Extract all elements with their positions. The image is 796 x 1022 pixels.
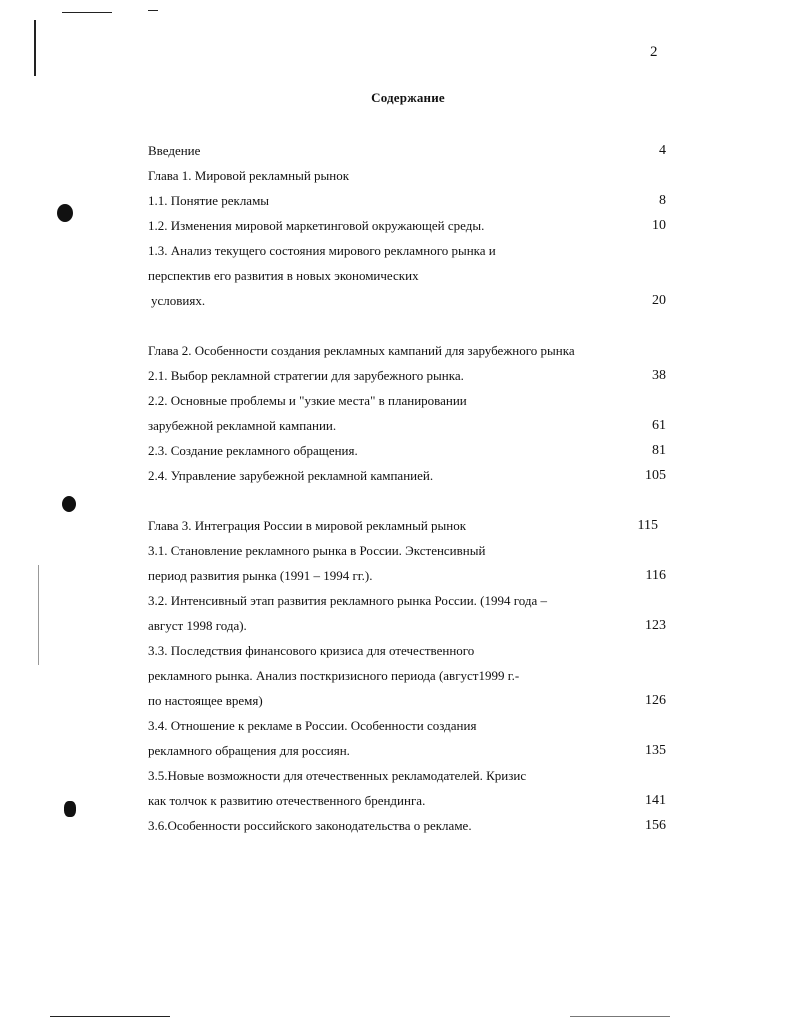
toc-entry (148, 213, 666, 238)
table-of-contents (148, 138, 666, 838)
toc-entry (148, 138, 666, 163)
toc-entry (148, 363, 666, 388)
toc-entry (148, 613, 666, 638)
toc-entry-text: 3.2. Интенсивный этап развития рекламного рынка России. (1994 года – (148, 593, 548, 608)
toc-entry-text: 1.3. Анализ текущего состояния мирового рекламного рынка и (148, 243, 496, 258)
toc-entry (148, 463, 666, 488)
toc-entry-text: как толчок к развитию отечественного брендинга. (148, 793, 426, 808)
toc-entry-page: 81 (652, 443, 666, 458)
page-title: Содержание (371, 90, 445, 105)
scan-line-top-left (62, 12, 112, 13)
toc-entry-text: 1.1. Понятие рекламы (148, 193, 270, 208)
toc-entry-text: рекламного рынка. Анализ посткризисного периода (август1999 г.- (148, 668, 520, 683)
toc-entry-text: зарубежной рекламной кампании. (148, 418, 337, 433)
toc-entry-page: 4 (659, 143, 666, 158)
toc-entry (148, 688, 666, 713)
toc-entry-text: 2.2. Основные проблемы и "узкие места" в планировании (148, 393, 467, 408)
toc-entry-text: Глава 3. Интеграция России в мировой рекламный рынок (148, 518, 467, 533)
toc-entry (148, 538, 666, 563)
toc-entry (148, 813, 666, 838)
hole-punch-mark (64, 801, 76, 817)
toc-entry (148, 638, 666, 663)
toc-entry-page: 115 (637, 518, 658, 533)
toc-entry-text: условиях. (151, 293, 206, 308)
toc-entry-page: 126 (645, 693, 666, 708)
toc-entry-text: 3.3. Последствия финансового кризиса для отечественного (148, 643, 475, 658)
toc-entry (148, 288, 666, 313)
toc-entry-text: 3.4. Отношение к рекламе в России. Особенности создания (148, 718, 477, 733)
toc-entry-text: 1.2. Изменения мировой маркетинговой окружающей среды. (148, 218, 485, 233)
toc-entry (148, 438, 666, 463)
toc-entry (148, 163, 666, 188)
toc-entry-text: 3.5.Новые возможности для отечественных рекламодателей. Кризис (148, 768, 527, 783)
toc-entry (148, 738, 666, 763)
scan-line-left-margin-lower (38, 565, 39, 665)
toc-entry (148, 588, 666, 613)
toc-entry (148, 388, 666, 413)
toc-entry (148, 713, 666, 738)
toc-entry (148, 563, 666, 588)
toc-entry (148, 663, 666, 688)
toc-entry-text: период развития рынка (1991 – 1994 гг.). (148, 568, 373, 583)
toc-entry-page: 105 (645, 468, 666, 483)
toc-entry-text: Глава 2. Особенности создания рекламных кампаний для зарубежного рынка (148, 343, 575, 358)
toc-entry (148, 413, 666, 438)
toc-entry-page: 8 (659, 193, 666, 208)
toc-entry (148, 788, 666, 813)
toc-entry (148, 263, 666, 288)
toc-entry-page: 123 (645, 618, 666, 633)
scan-line-bottom-right (570, 1016, 670, 1017)
toc-entry-text: август 1998 года). (148, 618, 247, 633)
toc-entry-page: 135 (645, 743, 666, 758)
toc-entry-text: рекламного обращения для россиян. (148, 743, 350, 758)
hole-punch-mark (57, 204, 73, 222)
toc-entry-text: 3.6.Особенности российского законодательства о рекламе. (148, 818, 472, 833)
toc-entry (148, 238, 666, 263)
toc-entry-page: 10 (652, 218, 666, 233)
toc-entry-page: 61 (652, 418, 666, 433)
toc-entry-text: 3.1. Становление рекламного рынка в России. Экстенсивный (148, 543, 486, 558)
toc-entry-text: Введение (148, 143, 201, 158)
scan-line-left-margin (34, 20, 36, 76)
toc-entry-page: 38 (652, 368, 666, 383)
toc-entry-text: Глава 1. Мировой рекламный рынок (148, 168, 350, 183)
toc-entry-text: перспектив его развития в новых экономических (148, 268, 419, 283)
toc-entry-page: 116 (645, 568, 666, 583)
scan-line-top-short (148, 10, 158, 11)
toc-entry-text: 2.1. Выбор рекламной стратегии для зарубежного рынка. (148, 368, 464, 383)
toc-entry-text: 2.4. Управление зарубежной рекламной кампанией. (148, 468, 434, 483)
toc-entry-page: 20 (652, 293, 666, 308)
toc-entry (148, 188, 666, 213)
toc-entry (148, 763, 666, 788)
hole-punch-mark (62, 496, 76, 512)
toc-entry-text: 2.3. Создание рекламного обращения. (148, 443, 358, 458)
toc-entry-text: по настоящее время) (148, 693, 263, 708)
scan-line-bottom (50, 1016, 170, 1017)
toc-entry-page: 156 (645, 818, 666, 833)
toc-entry-page: 141 (645, 793, 666, 808)
toc-entry (148, 338, 666, 363)
page-number: 2 (650, 44, 658, 60)
toc-entry (148, 513, 658, 538)
